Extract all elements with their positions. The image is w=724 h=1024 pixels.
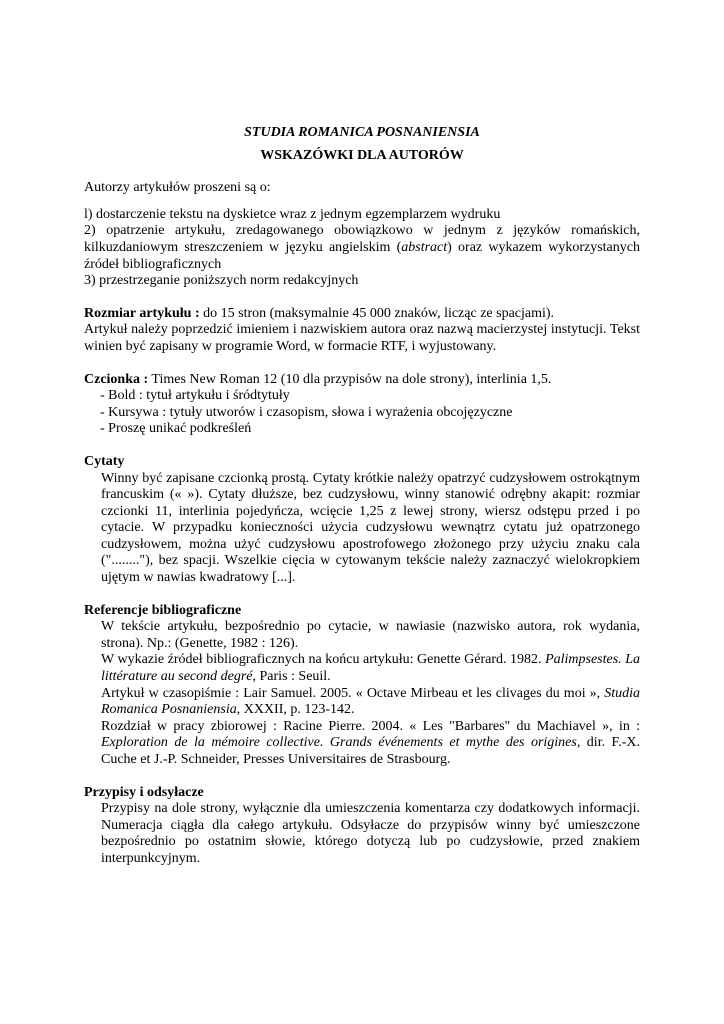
referencje-p4-post: dir. F.-X. Cuche et J.-P. Schneider, Presses Universitaires de Strasbourg. bbox=[101, 735, 640, 767]
section-przypisy bbox=[84, 785, 640, 868]
przypisy-heading-text: Przypisy i odsyłacze bbox=[84, 784, 204, 800]
rozmiar-line bbox=[84, 306, 640, 323]
czcionka-item-kursywa: - Kursywa : tytuły utworów i czasopism, słowa i wyrażenia obcojęzyczne bbox=[100, 404, 513, 420]
czcionka-item-bold: - Bold : tytuł artykułu i śródtytuły bbox=[100, 388, 290, 404]
page-title: WSKAZÓWKI DLA AUTORÓW bbox=[260, 147, 464, 163]
referencje-heading bbox=[84, 603, 640, 620]
section-rozmiar bbox=[84, 306, 640, 356]
rozmiar-text1: do 15 stron (maksymalnie 45 000 znaków, licząc ze spacjami). bbox=[199, 305, 555, 321]
intro-item-1: l) dostarczenie tekstu na dyskietce wraz z jednym egzemplarzem wydruku bbox=[84, 206, 501, 222]
section-referencje bbox=[84, 603, 640, 769]
referencje-body bbox=[84, 619, 640, 768]
czcionka-label: Czcionka : bbox=[84, 371, 149, 387]
referencje-p4-em: Exploration de la mémoire collective. Grands événements et mythe des origines, bbox=[101, 735, 581, 751]
cytaty-text: Winny być zapisane czcionką prostą. Cytaty krótkie należy opatrzyć cudzysłowem ostrokątnym francuskim (« »). Cytaty dłuższe, bez cudzysłowu, winny stanowić odrębny akapit: rozmiar czcionki 11, interlinia pojedyńcza, wcięcie 1,25 z lewej strony, wiersz odstępu przed i po cytacie. W przypadku konieczności użycia cudzysłowu wewnątrz cytatu już opatrzonego cudzysłowem, można użyć cudzysłowu apostrofowego złożonego przy użyciu znaku cala ("........"), bez spacji. Wszelkie cięcia w cytowanym tekście należy zaznaczyć wielokropkiem ujętym w nawias kwadratowy [...]. bbox=[101, 470, 640, 586]
section-cytaty bbox=[84, 454, 640, 587]
intro-list bbox=[84, 207, 640, 290]
cytaty-heading bbox=[84, 454, 640, 471]
referencje-heading-text: Referencje bibliograficzne bbox=[84, 602, 242, 618]
referencje-p4-pre: Rozdział w pracy zbiorowej : Racine Pierre. 2004. « Les "Barbares" du Machiavel », in : bbox=[101, 718, 640, 734]
intro-lead: Autorzy artykułów proszeni są o: bbox=[84, 180, 271, 196]
czcionka-item-podkreslenia: - Proszę unikać podkreśleń bbox=[100, 421, 252, 437]
rozmiar-label: Rozmiar artykułu : bbox=[84, 305, 200, 321]
referencje-p2-em: Palimpsestes. La littérature au second degré bbox=[101, 652, 641, 685]
referencje-p3 bbox=[101, 686, 640, 719]
intro-item-2-post: ) oraz wykazem wykorzystanych źródeł bibliograficznych bbox=[84, 239, 640, 272]
referencje-p2-post: , Paris : Seuil. bbox=[252, 669, 331, 685]
intro-item-3: 3) przestrzeganie poniższych norm redakcyjnych bbox=[84, 273, 359, 289]
referencje-p3-em: Studia Romanica Posnaniensia bbox=[101, 685, 640, 718]
journal-title: STUDIA ROMANICA POSNANIENSIA bbox=[244, 125, 480, 140]
referencje-p2-pre: W wykazie źródeł bibliograficznych na końcu artykułu: Genette Gérard. 1982. bbox=[101, 652, 546, 668]
referencje-p2 bbox=[101, 652, 640, 685]
czcionka-text: Times New Roman 12 (10 dla przypisów na dole strony), interlinia 1,5. bbox=[148, 371, 552, 387]
rozmiar-text2: Artykuł należy poprzedzić imieniem i nazwiskiem autora oraz nazwą macierzystej instytucji. Tekst winien być zapisany w programie Word, w formacie RTF, i wyjustowany. bbox=[84, 322, 640, 354]
section-czcionka bbox=[84, 372, 640, 438]
referencje-p3-pre: Artykuł w czasopiśmie : Lair Samuel. 2005. « Octave Mirbeau et les clivages du moi », bbox=[101, 685, 605, 701]
przypisy-heading bbox=[84, 785, 640, 802]
intro-item-2 bbox=[84, 223, 640, 273]
intro-item-2-pre: 2) opatrzenie artykułu, zredagowanego obowiązkowo w jednym z języków romańskich, kilkuzdaniowym streszczeniem w języku angielskim ( bbox=[84, 223, 640, 255]
referencje-p3-post: , XXXII, p. 123-142. bbox=[236, 702, 355, 718]
cytaty-heading-text: Cytaty bbox=[84, 453, 125, 469]
czcionka-line bbox=[84, 372, 640, 389]
przypisy-text: Przypisy na dole strony, wyłącznie dla umieszczenia komentarza czy dodatkowych informacji. Numeracja ciągła dla całego artykułu. Odsyłacze do przypisów winny być umieszczone bezpośrednio po ostatnim słowie, którego dotyczą lub po cudzysłowie, przed znakiem interpunkcyjnym. bbox=[101, 801, 640, 866]
referencje-p4 bbox=[101, 719, 640, 769]
document-body bbox=[84, 125, 640, 868]
intro-item-2-em: abstract bbox=[401, 239, 448, 255]
referencje-p1: W tekście artykułu, bezpośrednio po cytacie, w nawiasie (nazwisko autora, rok wydania, strona). Np.: (Genette, 1982 : 126). bbox=[101, 619, 640, 651]
